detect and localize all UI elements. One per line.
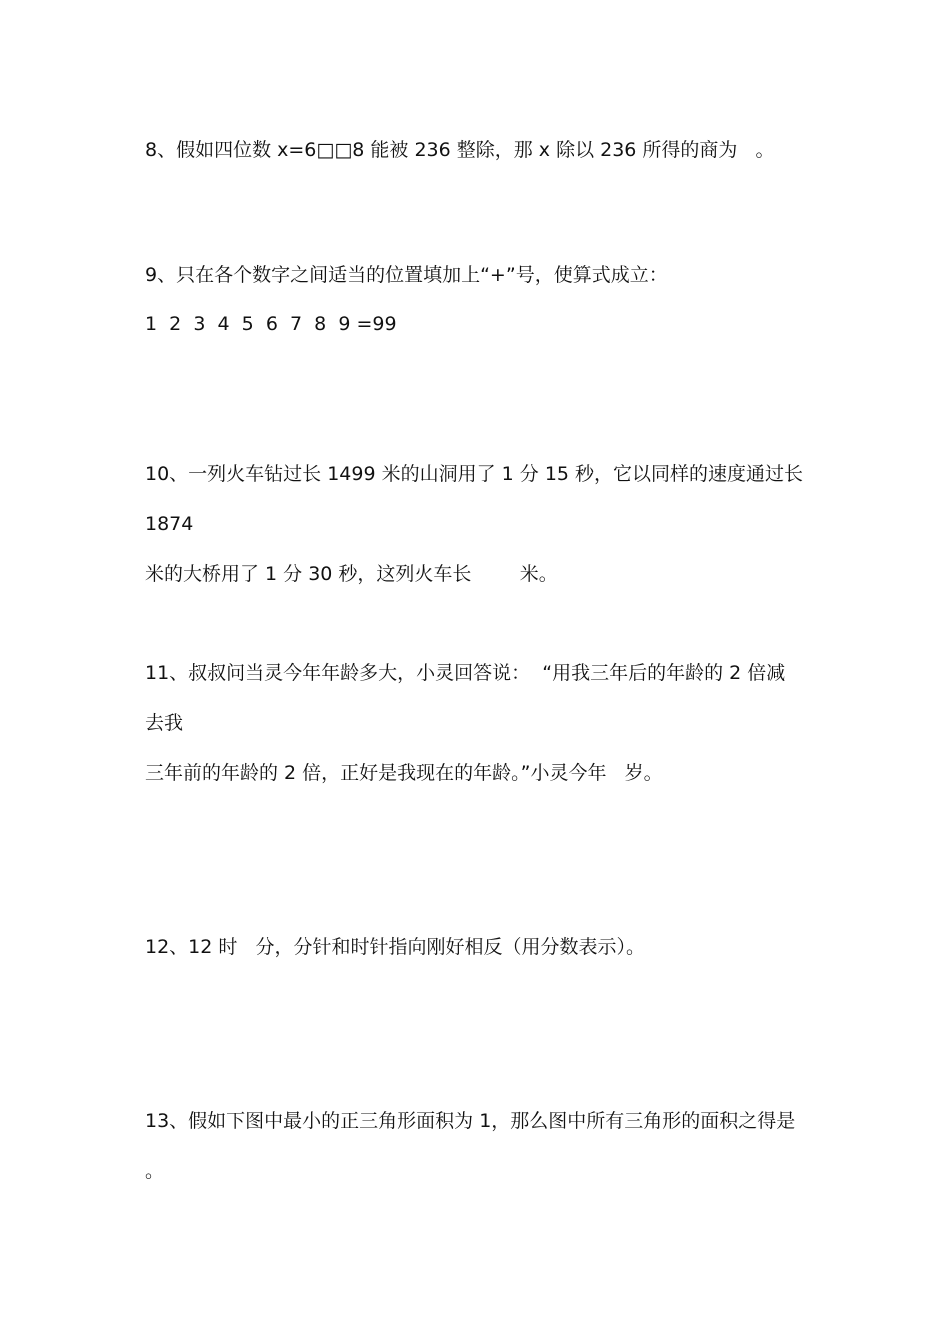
question-11-line-2: 去我: [145, 712, 184, 734]
question-13-line-2: 。: [145, 1160, 165, 1182]
question-11-line-3: 三年前的年龄的 2 倍，正好是我现在的年龄。”小灵今年 岁。: [145, 762, 663, 784]
question-12-line-1: 12、12 时 分，分针和时针指向刚好相反（用分数表示）。: [145, 936, 646, 958]
question-13-line-1: 13、假如下图中最小的正三角形面积为 1，那么图中所有三角形的面积之得是: [145, 1110, 796, 1132]
question-9-line-1: 9、只在各个数字之间适当的位置填加上“+”号，使算式成立：: [145, 264, 668, 286]
question-10-line-3: 米的大桥用了 1 分 30 秒，这列火车长 米。: [145, 563, 558, 585]
question-9-line-2: 1 2 3 4 5 6 7 8 9 =99: [145, 313, 397, 335]
question-10-line-1: 10、一列火车钻过长 1499 米的山洞用了 1 分 15 秒，它以同样的速度通过长: [145, 463, 804, 485]
question-11-line-1: 11、叔叔问当灵今年年龄多大，小灵回答说： “用我三年后的年龄的 2 倍减: [145, 662, 786, 684]
question-10-line-2: 1874: [145, 513, 194, 535]
question-8-line-1: 8、假如四位数 x=6□□8 能被 236 整除，那 x 除以 236 所得的商为 。: [145, 139, 775, 161]
